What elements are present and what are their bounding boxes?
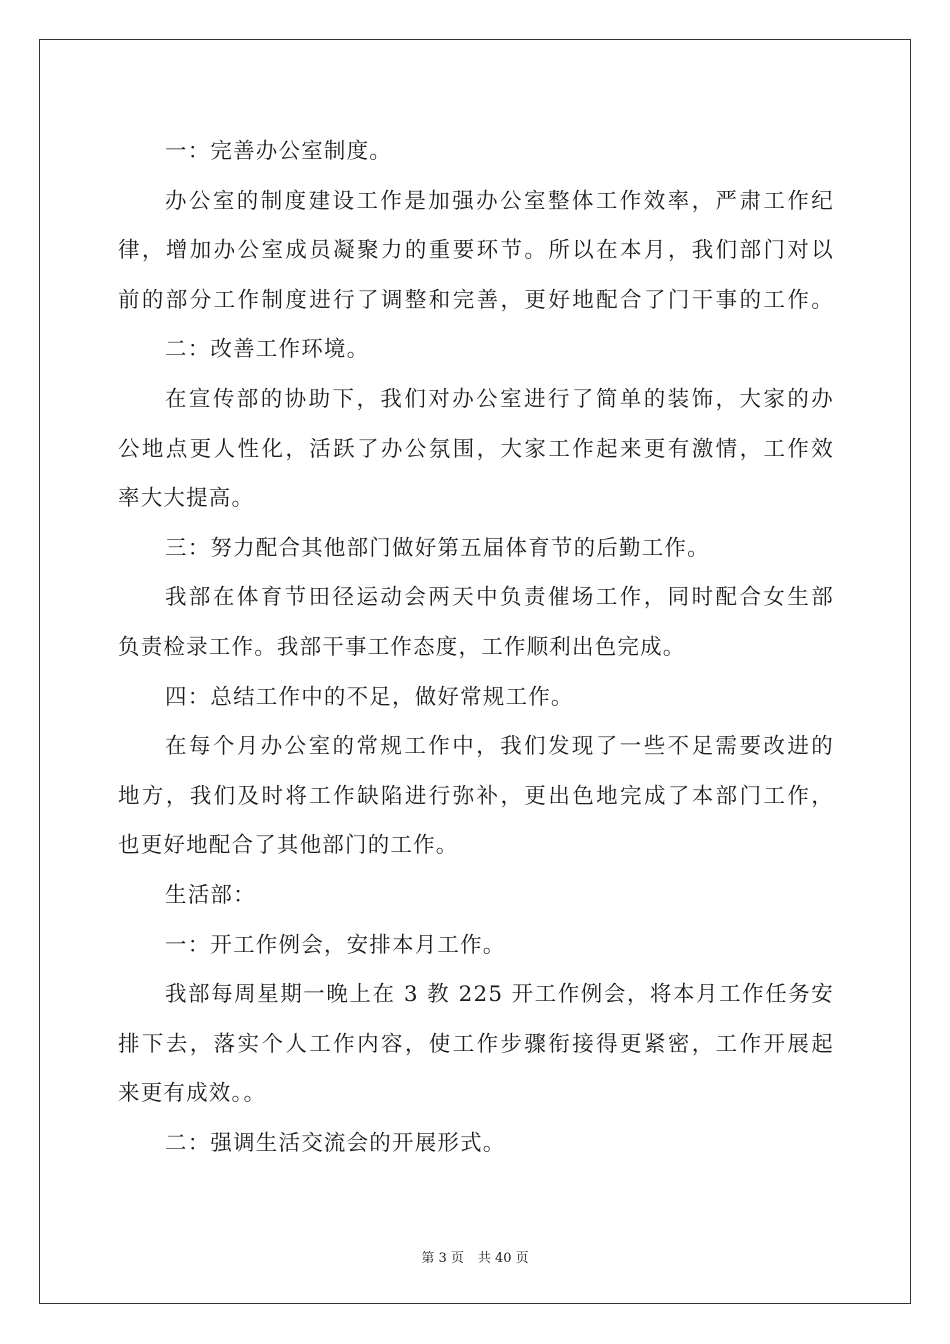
text-line: 二：强调生活交流会的开展形式。 bbox=[165, 1130, 506, 1156]
text-line: 律，增加办公室成员凝聚力的重要环节。所以在本月，我们部门对以 bbox=[118, 238, 834, 264]
text-line: 办公室的制度建设工作是加强办公室整体工作效率，严肃工作纪 bbox=[165, 188, 834, 214]
text-line: 二：改善工作环境。 bbox=[165, 337, 370, 363]
text-line: 前的部分工作制度进行了调整和完善，更好地配合了门干事的工作。 bbox=[118, 287, 834, 313]
text-line: 也更好地配合了其他部门的工作。 bbox=[118, 833, 459, 859]
text-line: 我部每周星期一晚上在 3 教 225 开工作例会，将本月工作任务安 bbox=[165, 982, 834, 1008]
text-line: 公地点更人性化，活跃了办公氛围，大家工作起来更有激情，工作效 bbox=[118, 436, 834, 462]
document-body bbox=[118, 127, 834, 1168]
text-line: 在每个月办公室的常规工作中，我们发现了一些不足需要改进的 bbox=[165, 734, 834, 760]
text-line: 我部在体育节田径运动会两天中负责催场工作，同时配合女生部 bbox=[165, 585, 834, 611]
text-line: 率大大提高。 bbox=[118, 486, 255, 512]
page-number: 第 3 页 bbox=[421, 1251, 464, 1266]
text-line: 生活部： bbox=[165, 882, 256, 908]
text-line: 排下去，落实个人工作内容，使工作步骤衔接得更紧密，工作开展起 bbox=[118, 1031, 834, 1057]
text-line: 四：总结工作中的不足，做好常规工作。 bbox=[165, 684, 574, 710]
page-footer bbox=[0, 1247, 950, 1266]
text-line: 一：完善办公室制度。 bbox=[165, 139, 393, 164]
text-line: 来更有成效。。 bbox=[118, 1081, 267, 1107]
text-line: 地方，我们及时将工作缺陷进行弥补，更出色地完成了本部门工作， bbox=[118, 783, 834, 809]
text-line: 在宣传部的协助下，我们对办公室进行了简单的装饰，大家的办 bbox=[165, 386, 834, 412]
text-line: 一：开工作例会，安排本月工作。 bbox=[165, 932, 506, 958]
page-total: 共 40 页 bbox=[477, 1251, 529, 1266]
text-line: 负责检录工作。我部干事工作态度，工作顺利出色完成。 bbox=[118, 634, 686, 660]
text-line: 三：努力配合其他部门做好第五届体育节的后勤工作。 bbox=[165, 535, 710, 561]
